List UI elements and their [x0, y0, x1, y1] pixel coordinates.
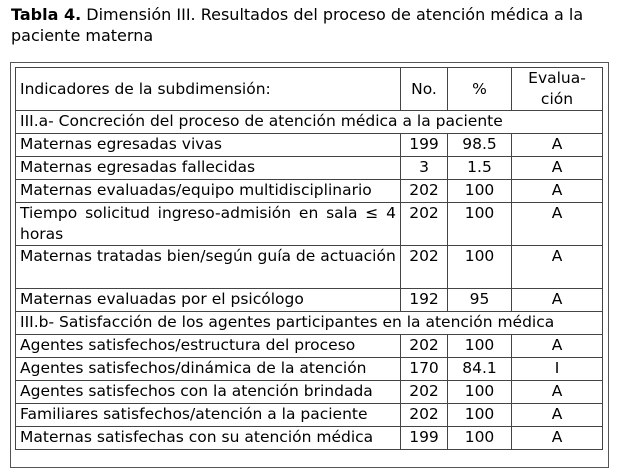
header-eval	[512, 68, 603, 111]
row-eval: A	[512, 289, 603, 312]
row-indicator: Maternas evaluadas/equipo multidisciplinario	[16, 180, 401, 203]
row-pct: 100	[448, 203, 512, 246]
row-indicator: Tiempo solicitud ingreso-admisión en sala ≤ 4 horas	[16, 203, 401, 246]
row-indicator: Familiares satisfechos/atención a la paciente	[16, 404, 401, 427]
row-no: 202	[401, 246, 448, 289]
row-pct: 1.5	[448, 157, 512, 180]
caption-label: Tabla 4.	[11, 5, 82, 24]
row-pct: 95	[448, 289, 512, 312]
row-no: 202	[401, 404, 448, 427]
row-eval: I	[512, 358, 603, 381]
row-pct: 100	[448, 180, 512, 203]
header-eval-line2: ción	[540, 90, 574, 108]
table-row	[16, 427, 603, 450]
table-caption	[11, 4, 616, 46]
table-row	[16, 381, 603, 404]
table-row	[16, 358, 603, 381]
row-eval: A	[512, 180, 603, 203]
row-eval: A	[512, 203, 603, 246]
row-indicator: Maternas evaluadas por el psicólogo	[16, 289, 401, 312]
row-eval: A	[512, 381, 603, 404]
header-no: No.	[401, 68, 448, 111]
header-pct: %	[448, 68, 512, 111]
row-indicator: Agentes satisfechos/dinámica de la atención	[16, 358, 401, 381]
row-no: 202	[401, 203, 448, 246]
row-indicator: Maternas egresadas fallecidas	[16, 157, 401, 180]
row-eval: A	[512, 427, 603, 450]
row-pct: 100	[448, 246, 512, 289]
table-row	[16, 180, 603, 203]
row-eval: A	[512, 134, 603, 157]
table-row	[16, 404, 603, 427]
table-row	[16, 335, 603, 358]
row-pct: 100	[448, 427, 512, 450]
row-eval: A	[512, 335, 603, 358]
row-pct: 98.5	[448, 134, 512, 157]
row-pct: 100	[448, 404, 512, 427]
row-no: 170	[401, 358, 448, 381]
row-no: 192	[401, 289, 448, 312]
section-row-a	[16, 111, 603, 134]
row-no: 199	[401, 134, 448, 157]
table-row	[16, 157, 603, 180]
table-row	[16, 246, 603, 289]
row-pct: 84.1	[448, 358, 512, 381]
table-row	[16, 203, 603, 246]
row-indicator: Agentes satisfechos/estructura del proceso	[16, 335, 401, 358]
row-no: 3	[401, 157, 448, 180]
row-no: 199	[401, 427, 448, 450]
table-row	[16, 134, 603, 157]
row-eval: A	[512, 404, 603, 427]
section-b-label: III.b- Satisfacción de los agentes participantes en la atención médica	[16, 312, 603, 335]
header-row	[16, 68, 603, 111]
row-pct: 100	[448, 335, 512, 358]
row-eval: A	[512, 246, 603, 289]
row-indicator: Maternas egresadas vivas	[16, 134, 401, 157]
row-no: 202	[401, 381, 448, 404]
row-no: 202	[401, 335, 448, 358]
row-indicator: Maternas tratadas bien/según guía de actuación	[16, 246, 401, 289]
row-indicator: Agentes satisfechos con la atención brindada	[16, 381, 401, 404]
section-row-b	[16, 312, 603, 335]
results-table	[15, 67, 603, 450]
header-eval-line1: Evalua-	[528, 69, 586, 87]
row-eval: A	[512, 157, 603, 180]
caption-text: Dimensión III. Resultados del proceso de atención médica a la paciente materna	[11, 5, 584, 45]
row-indicator: Maternas satisfechas con su atención médica	[16, 427, 401, 450]
row-pct: 100	[448, 381, 512, 404]
row-no: 202	[401, 180, 448, 203]
header-indicator: Indicadores de la subdimensión:	[16, 68, 401, 111]
section-a-label: III.a- Concreción del proceso de atención médica a la paciente	[16, 111, 603, 134]
table-row	[16, 289, 603, 312]
